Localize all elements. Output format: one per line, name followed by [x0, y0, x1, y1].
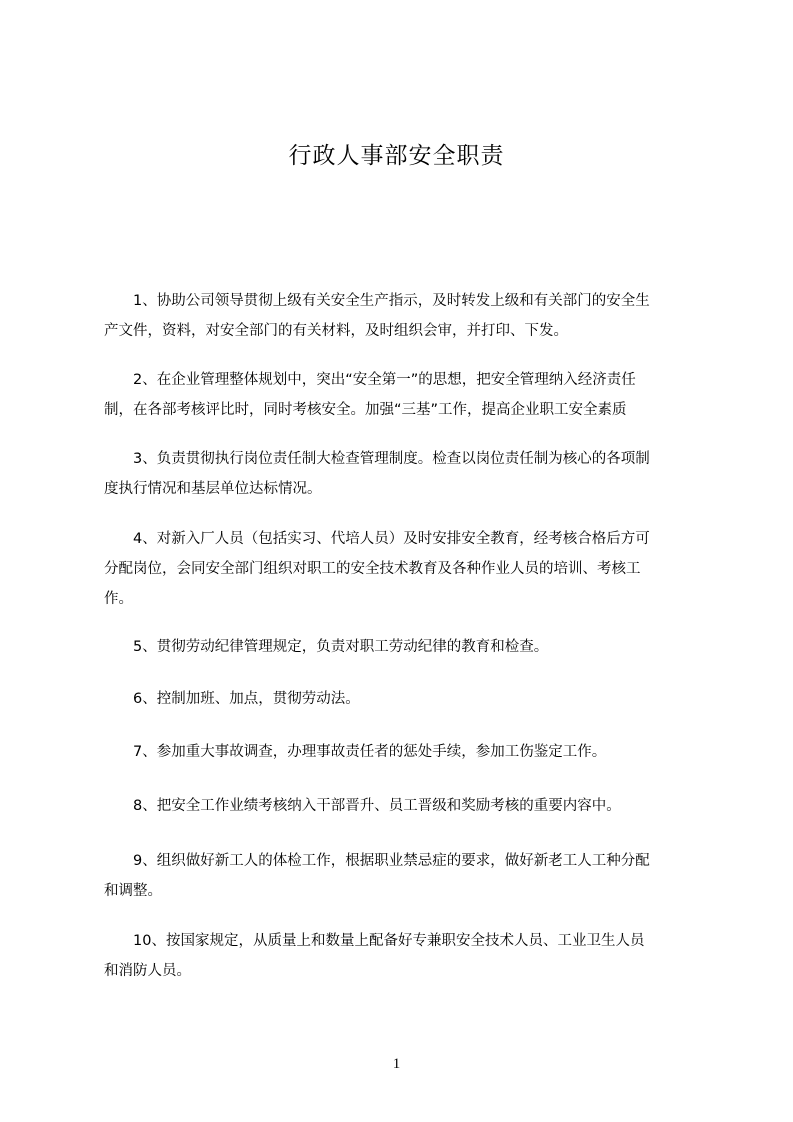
duty-item-2	[104, 365, 710, 425]
duty-line: 和调整。	[104, 883, 162, 899]
duty-item-7	[104, 737, 710, 767]
duty-line: 10、按国家规定，从质量上和数量上配备好专兼职安全技术人员、工业卫生人员	[104, 933, 645, 949]
page-title: 行政人事部安全职责	[288, 143, 505, 169]
duty-item-3	[104, 444, 710, 504]
duty-line: 作。	[104, 591, 133, 607]
duty-line: 和消防人员。	[104, 963, 191, 979]
duty-item-5	[104, 632, 710, 662]
duty-line: 1、协助公司领导贯彻上级有关安全生产指示，及时转发上级和有关部门的安全生	[104, 293, 650, 309]
duty-line: 制，在各部考核评比时，同时考核安全。加强“三基”工作，提高企业职工安全素质	[104, 402, 627, 418]
duty-line: 2、在企业管理整体规划中，突出“安全第一”的思想，把安全管理纳入经济责任	[104, 372, 636, 388]
duty-line: 度执行情况和基层单位达标情况。	[104, 481, 322, 497]
duty-item-6	[104, 684, 710, 714]
duty-line: 9、组织做好新工人的体检工作，根据职业禁忌症的要求，做好新老工人工种分配	[104, 853, 650, 869]
duty-line: 4、对新入厂人员（包括实习、代培人员）及时安排安全教育，经考核合格后方可	[104, 531, 650, 547]
duty-line: 产文件，资料，对安全部门的有关材料，及时组织会审，并打印、下发。	[104, 323, 568, 339]
duty-line: 6、控制加班、加点，贯彻劳动法。	[104, 691, 360, 707]
duty-line: 8、把安全工作业绩考核纳入干部晋升、员工晋级和奖励考核的重要内容中。	[104, 798, 621, 814]
duty-item-1	[104, 286, 710, 346]
duty-item-4	[104, 524, 710, 614]
duty-line: 7、参加重大事故调查，办理事故责任者的惩处手续，参加工伤鉴定工作。	[104, 744, 607, 760]
page-number: 1	[392, 1056, 401, 1072]
duty-item-10	[104, 926, 710, 986]
duty-line: 5、贯彻劳动纪律管理规定，负责对职工劳动纪律的教育和检查。	[104, 639, 549, 655]
duty-line: 分配岗位，会同安全部门组织对职工的安全技术教育及各种作业人员的培训、考核工	[104, 561, 641, 577]
duty-line: 3、负责贯彻执行岗位责任制大检查管理制度。检查以岗位责任制为核心的各项制	[104, 451, 650, 467]
duty-item-9	[104, 846, 710, 906]
duty-item-8	[104, 791, 710, 821]
